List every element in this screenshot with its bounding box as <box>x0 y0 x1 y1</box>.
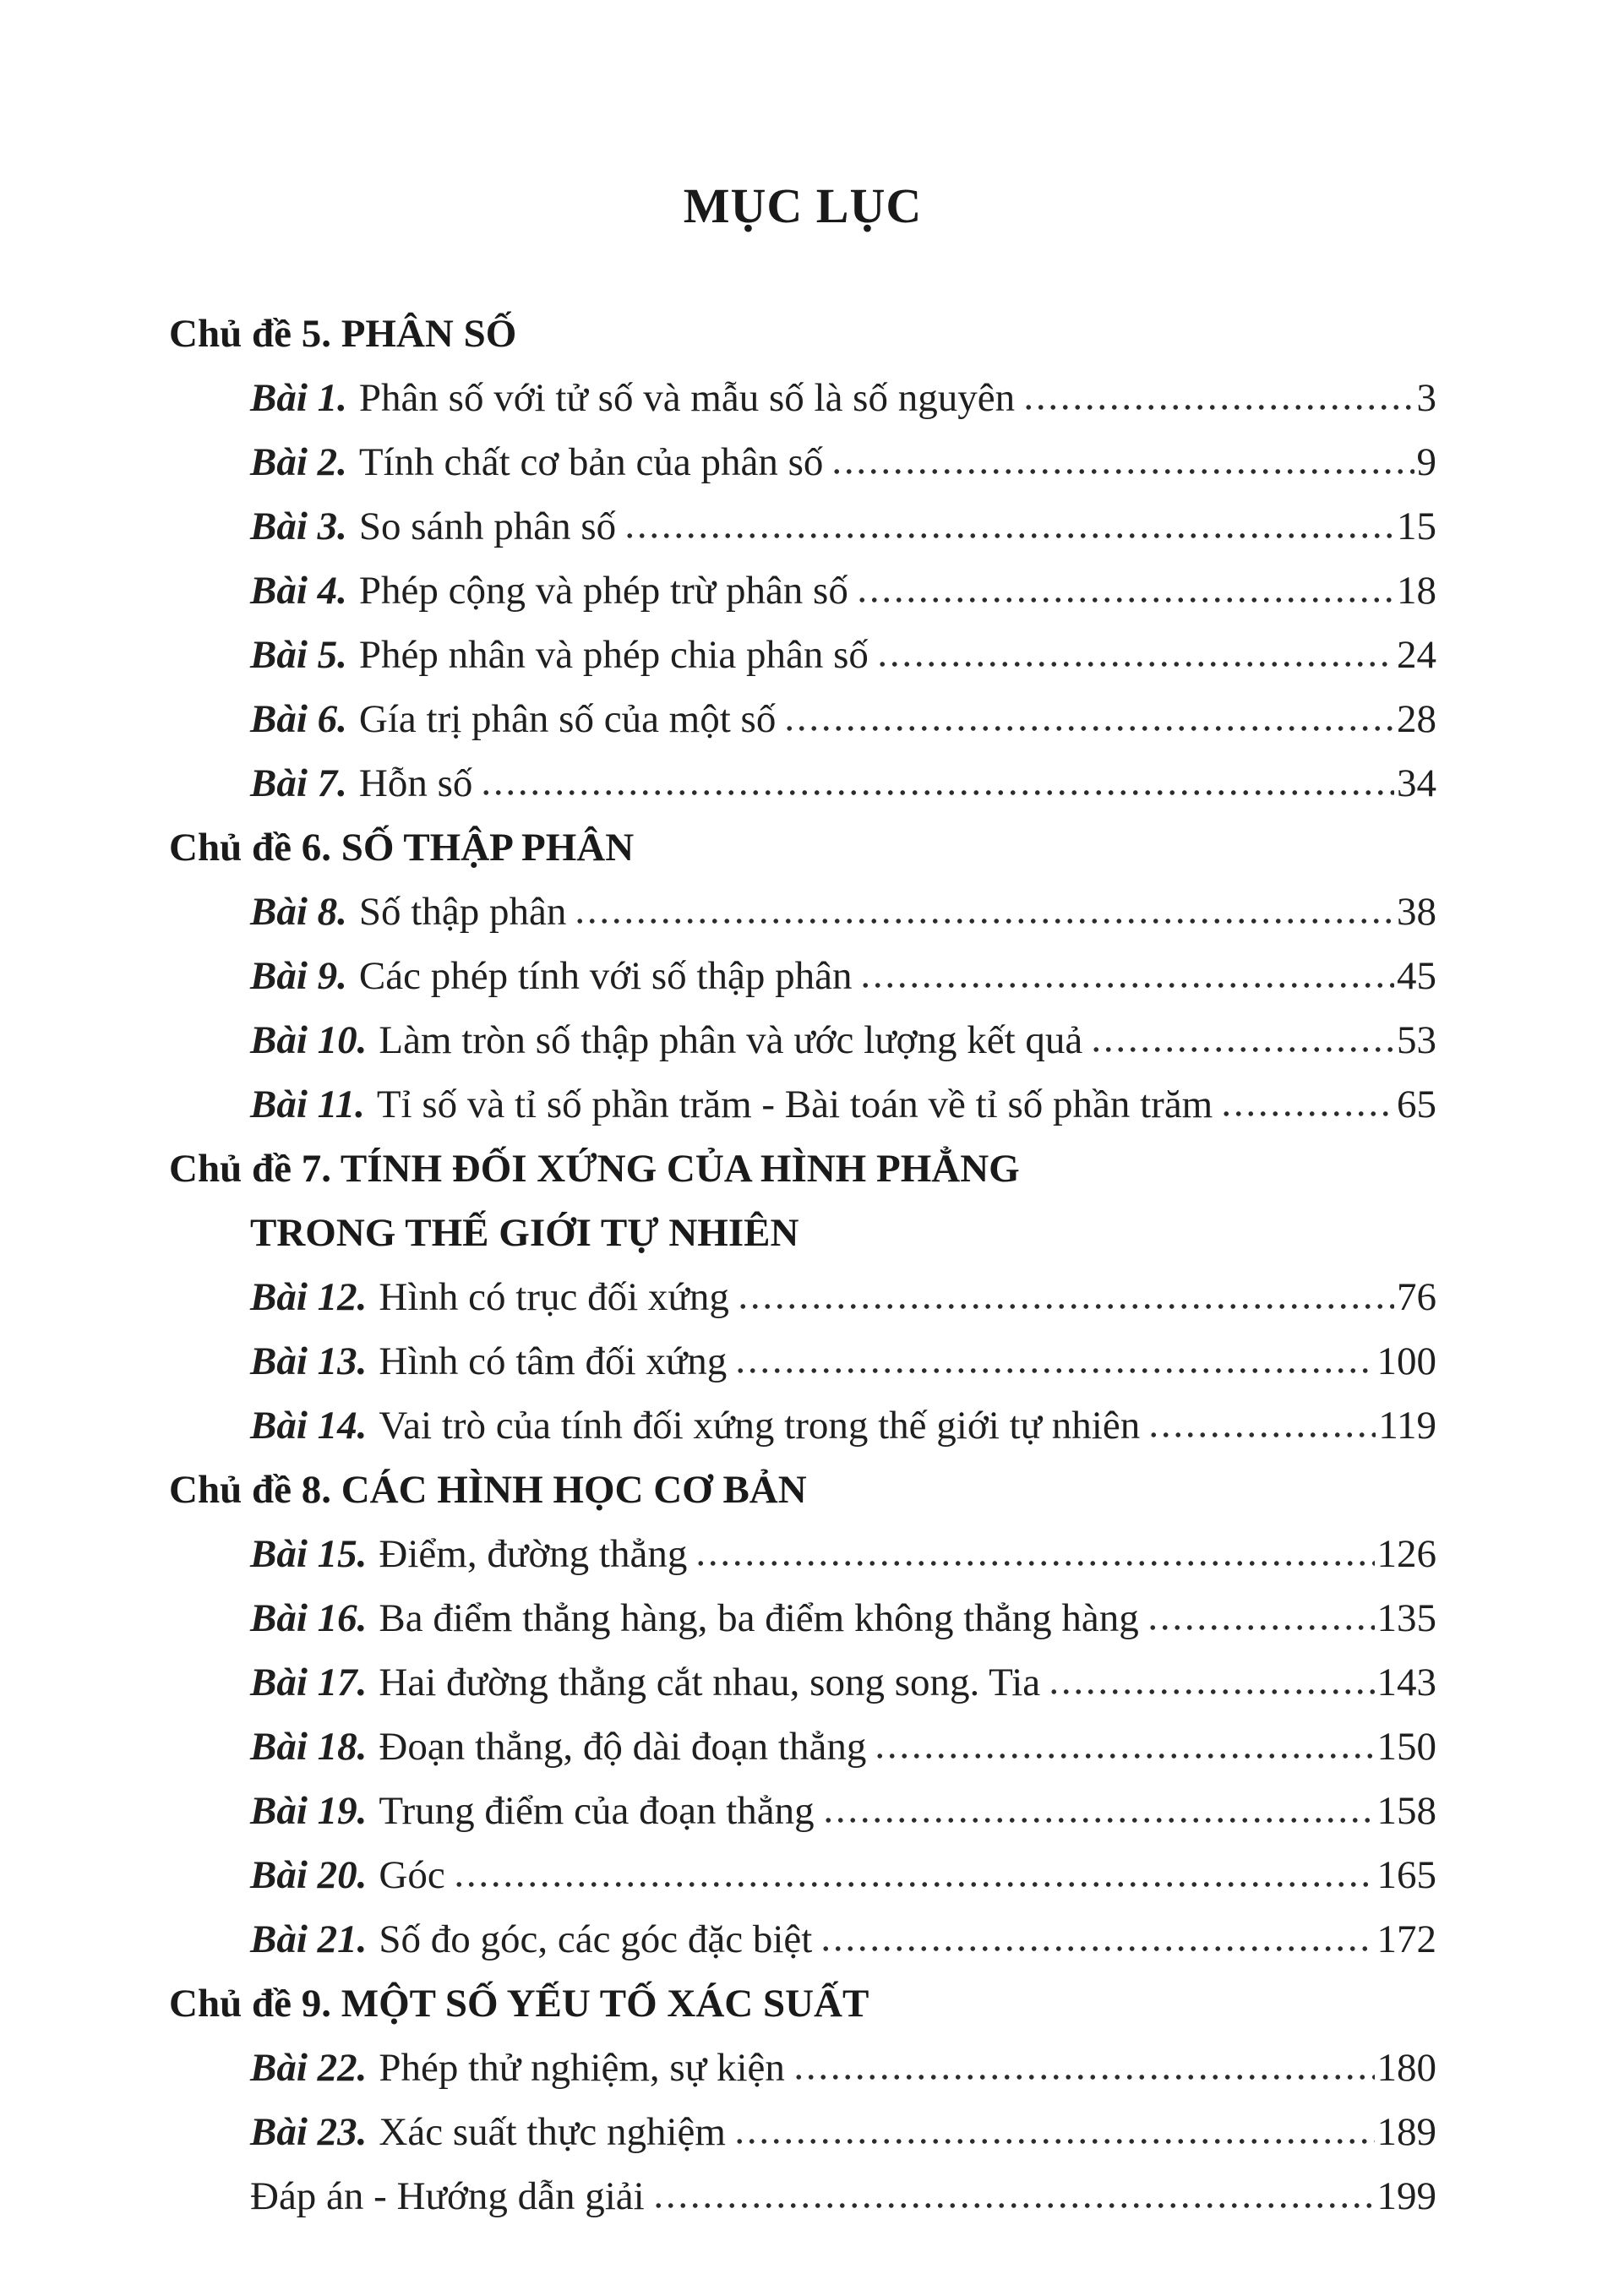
toc-entry <box>169 1715 1436 1779</box>
entry-page-number: 18 <box>1397 569 1436 613</box>
dot-leader <box>1048 1688 1374 1695</box>
entry-title: Hình có trục đối xứng <box>379 1275 729 1319</box>
toc-section <box>169 1972 1436 2228</box>
section-heading: Chủ đề 9. MỘT SỐ YẾU TỐ XÁC SUẤT <box>169 1982 869 2026</box>
entry-label: Bài 4. <box>250 569 347 613</box>
entry-page-number: 165 <box>1376 1853 1436 1897</box>
toc-entry <box>169 494 1436 559</box>
entry-page-number: 65 <box>1397 1083 1436 1126</box>
entry-page-number: 53 <box>1397 1018 1436 1062</box>
entry-title: So sánh phân số <box>358 504 617 548</box>
entry-page-number: 28 <box>1397 697 1436 741</box>
entry-page-number: 158 <box>1376 1789 1436 1833</box>
entry-page-number: 150 <box>1376 1725 1436 1769</box>
section-heading-continuation: TRONG THẾ GIỚI TỰ NHIÊN <box>250 1211 799 1255</box>
entry-label: Bài 3. <box>250 504 347 548</box>
entry-label: Bài 7. <box>250 761 347 805</box>
dot-leader <box>876 660 1394 668</box>
entry-page-number: 143 <box>1376 1661 1436 1704</box>
toc-section <box>169 302 1436 815</box>
dot-leader <box>1147 1623 1375 1631</box>
entry-label: Bài 20. <box>250 1853 368 1897</box>
dot-leader <box>793 2073 1375 2081</box>
entry-title: Phân số với tử số và mẫu số là số nguyên <box>358 376 1016 420</box>
dot-leader <box>856 596 1394 603</box>
dot-leader <box>1220 1110 1394 1117</box>
toc-entry <box>169 1072 1436 1137</box>
toc-entry <box>169 1265 1436 1329</box>
section-heading: Chủ đề 5. PHÂN SỐ <box>169 312 517 356</box>
entry-title: Gía trị phân số của một số <box>358 697 777 741</box>
entry-title: Hỗn số <box>358 761 473 805</box>
section-heading: Chủ đề 6. SỐ THẬP PHÂN <box>169 826 635 870</box>
entry-label: Bài 14. <box>250 1404 368 1448</box>
entry-page-number: 24 <box>1397 633 1436 677</box>
dot-leader <box>783 724 1394 732</box>
entry-page-number: 119 <box>1378 1404 1436 1448</box>
entry-page-number: 38 <box>1397 890 1436 934</box>
entry-title: Đoạn thẳng, độ dài đoạn thẳng <box>379 1725 867 1769</box>
entry-page-number: 199 <box>1376 2174 1436 2218</box>
entry-label: Bài 23. <box>250 2110 368 2154</box>
entry-label: Bài 11. <box>250 1083 365 1126</box>
entry-label: Bài 8. <box>250 890 347 934</box>
dot-leader <box>574 917 1394 924</box>
entry-title: Phép cộng và phép trừ phân số <box>358 569 848 613</box>
entry-label: Bài 19. <box>250 1789 368 1833</box>
entry-label: Bài 21. <box>250 1917 368 1961</box>
toc-entry <box>169 1522 1436 1586</box>
section-heading: Chủ đề 7. TÍNH ĐỐI XỨNG CỦA HÌNH PHẲNG <box>169 1147 1020 1191</box>
toc-entry <box>169 1008 1436 1072</box>
entry-page-number: 189 <box>1376 2110 1436 2154</box>
toc-entry <box>169 2164 1436 2228</box>
entry-title: Tính chất cơ bản của phân số <box>358 440 824 484</box>
entry-page-number: 76 <box>1397 1275 1436 1319</box>
entry-page-number: 180 <box>1376 2046 1436 2090</box>
entry-title: Tỉ số và tỉ số phần trăm - Bài toán về tỉ số phần trăm <box>376 1083 1213 1126</box>
toc-entry <box>169 1843 1436 1907</box>
entry-title: Làm tròn số thập phân và ước lượng kết quả <box>379 1018 1083 1062</box>
toc-entry <box>169 1650 1436 1715</box>
entry-label: Bài 10. <box>250 1018 368 1062</box>
toc-entry <box>169 687 1436 751</box>
entry-page-number: 172 <box>1376 1917 1436 1961</box>
entry-label: Bài 22. <box>250 2046 368 2090</box>
toc-entry <box>169 366 1436 430</box>
entry-title: Phép thử nghiệm, sự kiện <box>379 2046 785 2090</box>
toc-entry <box>169 1393 1436 1458</box>
entry-label: Bài 15. <box>250 1532 368 1576</box>
toc-entry <box>169 751 1436 815</box>
entry-label: Bài 18. <box>250 1725 368 1769</box>
toc-entry <box>169 1779 1436 1843</box>
entry-title: Ba điểm thẳng hàng, ba điểm không thẳng hàng <box>379 1596 1139 1640</box>
toc-entry <box>169 2100 1436 2164</box>
entry-label: Bài 6. <box>250 697 347 741</box>
dot-leader <box>1022 403 1414 411</box>
toc-entry <box>169 1907 1436 1972</box>
dot-leader <box>1147 1431 1376 1438</box>
entry-label: Bài 13. <box>250 1339 368 1383</box>
entry-page-number: 34 <box>1397 761 1436 805</box>
dot-leader <box>695 1559 1374 1567</box>
entry-title: Điểm, đường thẳng <box>379 1532 688 1576</box>
entry-title: Trung điểm của đoạn thẳng <box>379 1789 815 1833</box>
entry-label: Bài 5. <box>250 633 347 677</box>
dot-leader <box>822 1816 1375 1824</box>
dot-leader <box>859 981 1394 989</box>
dot-leader <box>652 2201 1375 2209</box>
toc-section <box>169 1458 1436 1972</box>
toc <box>169 302 1436 2228</box>
section-heading: Chủ đề 8. CÁC HÌNH HỌC CƠ BẢN <box>169 1468 807 1512</box>
toc-section <box>169 815 1436 1137</box>
toc-section <box>169 1137 1436 1458</box>
entry-title: Hình có tâm đối xứng <box>379 1339 728 1383</box>
dot-leader <box>831 467 1414 475</box>
toc-entry <box>169 1586 1436 1650</box>
entry-title: Số đo góc, các góc đặc biệt <box>379 1917 813 1961</box>
entry-title: Vai trò của tính đối xứng trong thế giới tự nhiên <box>379 1404 1141 1448</box>
entry-label: Bài 16. <box>250 1596 368 1640</box>
entry-page-number: 100 <box>1376 1339 1436 1383</box>
dot-leader <box>734 1366 1374 1374</box>
entry-title: Các phép tính với số thập phân <box>358 954 853 998</box>
dot-leader <box>737 1302 1394 1310</box>
entry-title: Phép nhân và phép chia phân số <box>358 633 869 677</box>
page-title: MỤC LỤC <box>683 178 923 233</box>
toc-entry <box>169 944 1436 1008</box>
dot-leader <box>820 1944 1374 1952</box>
dot-leader <box>874 1752 1374 1759</box>
dot-leader <box>1090 1045 1394 1053</box>
entry-title: Xác suất thực nghiệm <box>379 2110 726 2154</box>
entry-page-number: 45 <box>1397 954 1436 998</box>
toc-entry <box>169 430 1436 494</box>
entry-label: Bài 1. <box>250 376 347 420</box>
dot-leader <box>624 532 1394 539</box>
entry-label: Bài 9. <box>250 954 347 998</box>
toc-entry <box>169 880 1436 944</box>
entry-page-number: 126 <box>1376 1532 1436 1576</box>
toc-entry <box>169 559 1436 623</box>
entry-title: Hai đường thẳng cắt nhau, song song. Tia <box>379 1661 1041 1704</box>
dot-leader <box>480 788 1394 796</box>
entry-page-number: 135 <box>1376 1596 1436 1640</box>
toc-entry <box>169 623 1436 687</box>
entry-label: Bài 2. <box>250 440 347 484</box>
entry-title: Số thập phân <box>358 890 567 934</box>
entry-page-number: 15 <box>1397 504 1436 548</box>
dot-leader <box>453 1880 1375 1888</box>
toc-entry <box>169 1329 1436 1393</box>
entry-page-number: 9 <box>1416 440 1436 484</box>
entry-title: Góc <box>379 1853 445 1897</box>
entry-label: Bài 12. <box>250 1275 368 1319</box>
dot-leader <box>733 2137 1375 2145</box>
entry-page-number: 3 <box>1416 376 1436 420</box>
entry-title: Đáp án - Hướng dẫn giải <box>250 2174 645 2218</box>
toc-entry <box>169 2036 1436 2100</box>
entry-label: Bài 17. <box>250 1661 368 1704</box>
